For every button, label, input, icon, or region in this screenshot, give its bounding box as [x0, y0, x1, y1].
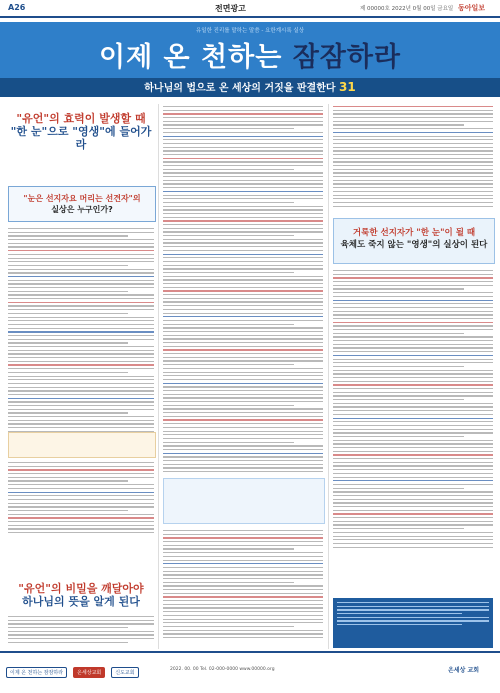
col2-body-text [163, 106, 323, 475]
col1-bottom-headline [8, 582, 154, 608]
col1-body-text-2 [8, 462, 154, 536]
col2-quote-box [163, 478, 325, 524]
col3-box-title [334, 227, 494, 251]
col1-note-box [8, 432, 156, 458]
col3-body-text [333, 106, 493, 209]
footer-link-1[interactable]: 이제 온 천하는 잠잠하라 [6, 667, 67, 678]
column-divider [328, 104, 329, 649]
title-banner [0, 22, 500, 78]
page-header [0, 0, 500, 18]
col3-ad-box [333, 598, 493, 648]
banner-title-prefix: 이제 온 천하는 [98, 42, 293, 73]
subhead-bar [0, 78, 500, 97]
footer-link-2[interactable]: 온세상교회 [73, 667, 105, 678]
col3-box-line2: 육체도 죽지 않는 "영생"의 실상이 된다 [340, 240, 488, 250]
footer-org-name: 온세상 교회 [448, 667, 480, 674]
col1-box-title-line1: "눈은 선지자요 머리는 선견자"의 [23, 194, 141, 203]
col1-body-text-3 [8, 616, 154, 646]
subhead-number: 31 [339, 80, 356, 94]
section-label: 전면광고 [215, 4, 246, 13]
subhead-text: 하나님의 법으로 온 세상의 거짓을 판결한다 [144, 83, 340, 94]
column-divider [158, 104, 159, 649]
banner-subtitle: 유일한 진리를 말하는 말씀 - 요한계시록 실상 [195, 28, 305, 34]
col3-box-line1: 거룩한 선지자가 "한 눈"이 될 때 [352, 228, 476, 238]
col1-question-box [8, 186, 156, 222]
col1-headline-line2: "한 눈"으로 "영생"에 들어가라 [10, 125, 152, 151]
footer-link-3[interactable]: 신도교회 [111, 667, 138, 678]
banner-title [0, 35, 500, 74]
col1-bottom-headline-line1: "유언"의 비밀을 깨달아야 [18, 582, 144, 595]
col1-headline-line1: "유언"의 효력이 발생할 때 [16, 112, 146, 125]
col2-body-text-2 [163, 530, 323, 641]
banner-title-highlight: 잠잠하라 [292, 42, 402, 73]
edition-info: 제 00000호 2022년 0월 00일 금요일 [360, 6, 454, 12]
col1-bottom-headline-line2: 하나님의 뜻을 알게 된다 [22, 595, 140, 608]
col1-box-title-line2: 실상은 누구인가? [51, 205, 113, 214]
paper-logo: 동아일보 [458, 4, 486, 12]
col3-body-text-2 [333, 270, 493, 550]
col1-headline [8, 112, 154, 151]
page-number: A26 [8, 3, 26, 12]
footer-menu [6, 667, 139, 678]
col3-highlight-box [333, 218, 495, 264]
col1-body-text [8, 228, 154, 435]
page-footer [0, 651, 500, 693]
footer-contact-info: 2022. 00. 00 Tel. 02-000-0000 www.00000.org [170, 667, 275, 672]
col1-box-title [9, 193, 155, 215]
